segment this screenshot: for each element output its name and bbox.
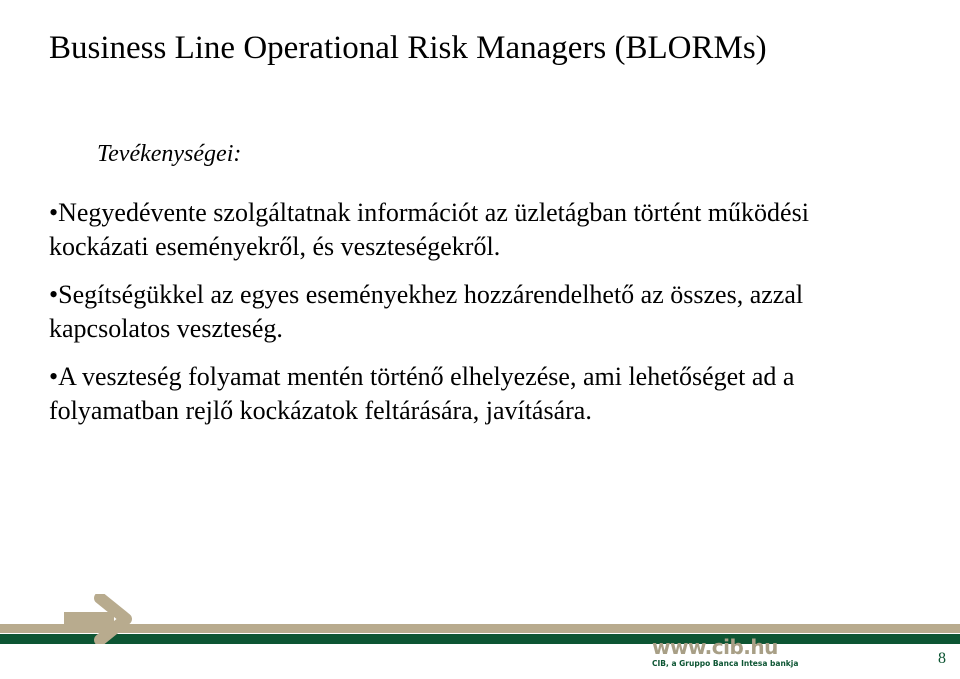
bullet-item (49, 278, 909, 346)
bullet-list (49, 196, 909, 428)
bullet-text: Segítségükkel az egyes eseményekhez hozzárendelhető az összes, azzal kapcsolatos veszteség. (49, 280, 804, 343)
bullet-text: A veszteség folyamat mentén történő elhelyezése, ami lehetőséget ad a folyamatban rejlő kockázatok feltárására, javítására. (49, 362, 795, 425)
bullet-marker: • (49, 362, 59, 391)
bullet-item (49, 196, 909, 264)
slide-subtitle: Tevékenységei: (97, 141, 242, 167)
footer-band (0, 614, 960, 679)
arrow-right-icon (64, 594, 134, 644)
bullet-marker: • (49, 198, 59, 227)
logo-main-text: www.cib.hu (652, 635, 778, 659)
bullet-item (49, 360, 909, 428)
footer-band-green-stripe (0, 634, 960, 644)
footer-band-tan-stripe (0, 624, 960, 633)
bullet-text: Negyedévente szolgáltatnak információt az üzletágban történt működési kockázati eseményekről, és veszteségekről. (49, 198, 809, 261)
bullet-marker: • (49, 280, 59, 309)
page-number: 8 (938, 650, 946, 667)
cib-logo (652, 635, 799, 673)
logo-subtext: CIB, a Gruppo Banca Intesa bankja (652, 659, 799, 668)
slide-title: Business Line Operational Risk Managers (BLORMs) (49, 30, 767, 66)
